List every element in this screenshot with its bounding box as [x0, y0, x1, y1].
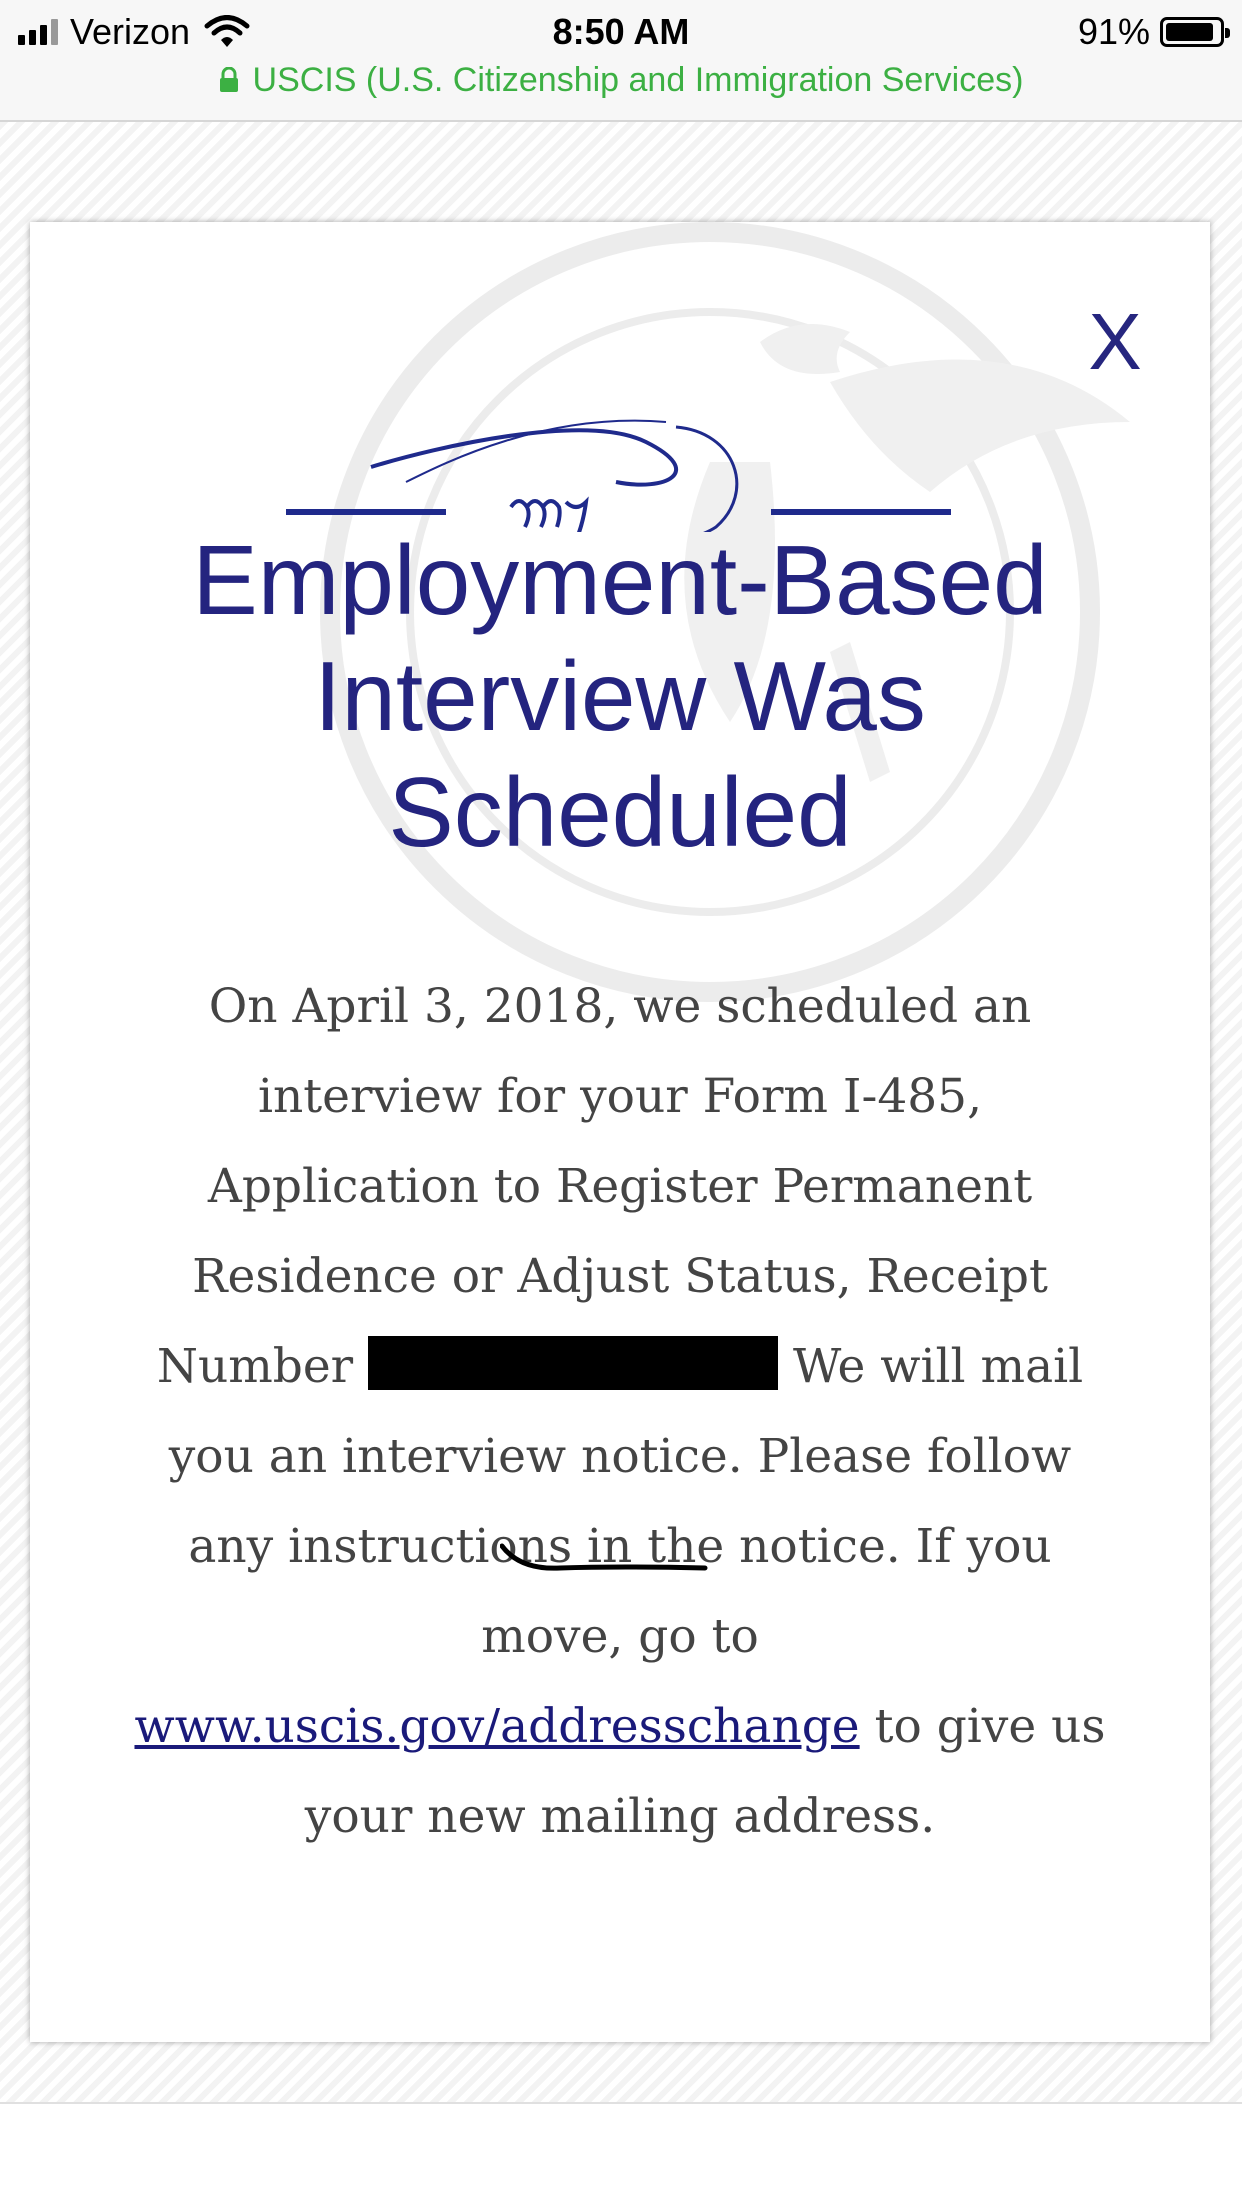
battery-fill	[1166, 23, 1213, 41]
page-title	[70, 522, 1170, 870]
site-title: USCIS (U.S. Citizenship and Immigration Services)	[252, 60, 1024, 99]
status-right	[1078, 10, 1224, 54]
my-uscis-logo	[286, 332, 966, 532]
battery-icon	[1160, 17, 1224, 47]
carrier-name: Verizon	[70, 11, 191, 52]
redacted-receipt-number	[368, 1336, 778, 1390]
message-part-1: On April 3, 2018, we scheduled an interview for your Form I-485, Application to Register Permanent Residence or Adjust Status, Receipt Number	[156, 979, 1048, 1394]
status-modal	[30, 222, 1210, 2042]
address-bar[interactable]	[0, 58, 1242, 102]
page-bottom	[0, 2102, 1242, 2210]
battery-percent: 91%	[1077, 11, 1150, 52]
status-bar	[0, 0, 1242, 122]
message-part-3: to give us your new mailing address.	[304, 1699, 1106, 1844]
close-button[interactable]: X	[1088, 297, 1142, 386]
status-message	[120, 962, 1120, 1862]
title-line: Interview Was	[314, 641, 926, 751]
title-line: Scheduled	[388, 757, 852, 867]
lock-icon	[219, 67, 239, 93]
title-line: Employment-Based	[192, 525, 1048, 635]
scribble-mark	[500, 1540, 710, 1576]
message-part-2: We will mail you an interview notice. Please follow any instructions in the notice. If you move, go to	[168, 1339, 1084, 1664]
clock: 8:50 AM	[552, 11, 690, 52]
address-change-link[interactable]: www.uscis.gov/addresschange	[134, 1699, 860, 1754]
